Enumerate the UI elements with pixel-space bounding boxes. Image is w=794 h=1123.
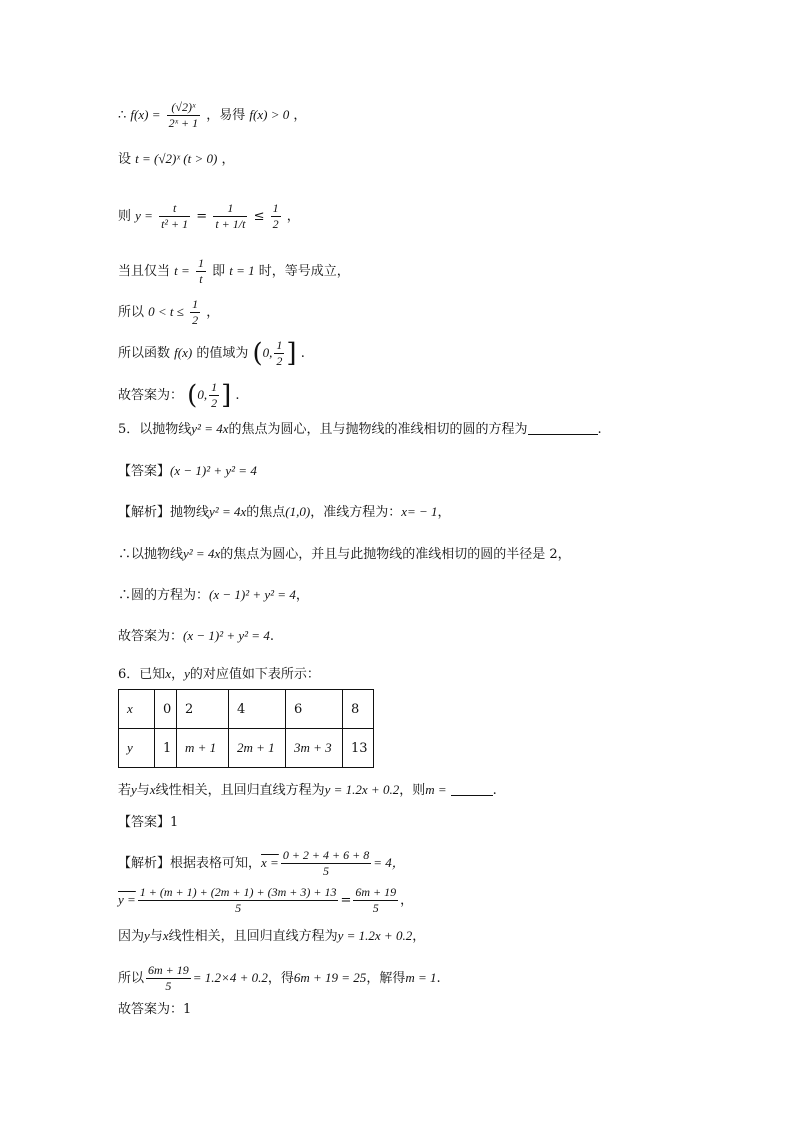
answer-blank [528,422,598,435]
fraction-denominator: t [199,272,203,286]
text: . [597,422,602,437]
text: 抛物线 [170,505,210,520]
text: 时，等号成立， [258,264,350,279]
math-expression: = 1.2×4 + 0.2 [192,970,268,985]
fraction-numerator: 1 [276,338,283,352]
text: 的值域为 [196,346,249,361]
fraction-denominator: t² + 1 [161,217,189,231]
question-number-text: 5．以抛物线 [118,422,192,437]
fraction [159,201,190,232]
fraction-denominator: 2 [272,217,279,231]
text: ∴以抛物线 [118,547,184,562]
text: 与 [149,929,163,944]
fraction-denominator: 5 [165,979,172,993]
fraction-denominator: 2 [276,354,283,368]
fraction-numerator: 6m + 19 [355,885,397,899]
table-cell: 2 [177,690,229,729]
fraction-numerator: 6m + 19 [148,963,189,977]
fraction-numerator: (√2)ˣ [167,100,200,116]
right-bracket: ] [286,338,297,369]
table-cell: 3m + 3 [286,729,343,768]
analysis-label: 【解析】 [118,856,171,871]
fraction [353,885,398,916]
text: ， [400,893,414,908]
math-expression: m = [425,782,447,797]
q6-analysis-2 [118,885,413,916]
q5-answer [118,462,257,481]
math-variable: y [131,782,137,797]
text: 的焦点为圆心，并且与此抛物线的准线相切的圆的半径是 2， [220,547,571,562]
text: 因为 [118,929,145,944]
text: ∴圆的方程为： [118,588,210,603]
text: 若 [118,783,132,798]
text: 所以函数 [118,346,171,361]
text: 设 [118,152,132,167]
text: 当且仅当 [118,264,171,279]
math-expression: f(x) > 0 [249,107,290,122]
text: = [340,893,352,908]
q6-analysis-5 [118,1001,191,1019]
text: ，则 [399,783,426,798]
q6-analysis-1 [118,848,405,879]
table-cell: 0 [155,690,177,729]
text: ， [437,505,451,520]
table-cell: 1 [155,729,177,768]
math-variable: y [184,666,190,681]
q5-stem [118,420,602,439]
fraction-numerator: 1 [211,380,218,394]
fraction [209,380,219,411]
math-expression: (1,0) [285,504,311,519]
math-expression: m = 1 [405,970,437,985]
text: ，易得 [206,108,246,123]
math-variable: x [162,928,169,943]
mean-x: x = [261,855,279,870]
fraction-numerator: 1 + (m + 1) + (2m + 1) + (3m + 3) + 13 [139,885,337,899]
answer-label: 【答案】 [118,815,171,830]
text: 即 [212,264,226,279]
math-variable: x [165,666,172,681]
fraction-numerator: t [159,201,190,217]
text: = [196,209,208,224]
math-expression: y = 1.2x + 0.2 [324,782,400,797]
left-parenthesis: ( [187,380,198,411]
text: ，准线方程为： [310,505,402,520]
analysis-label: 【解析】 [118,505,171,520]
math-expression: x= − 1 [401,504,438,519]
text: . [235,388,240,403]
table-cell: 13 [343,729,374,768]
q6-analysis-3 [118,927,425,946]
therefore-symbol: ∴ [118,108,127,123]
fraction-denominator: 5 [372,901,379,915]
math-expression: y² = 4x [183,546,221,561]
math-expression: t = (√2)ˣ (t > 0) [135,151,218,166]
fraction-numerator: 1 [192,297,199,311]
text: 根据表格可知， [170,856,262,871]
solution-line-3 [118,201,300,232]
q6-stem [118,665,320,684]
table-row [119,690,374,729]
question-number-text: 6．已知 [118,667,166,682]
solution-line-2 [118,150,234,169]
solution-line-4 [118,256,350,287]
text: 的焦点 [246,505,286,520]
table-cell: 4 [229,690,286,729]
table-cell: y [119,729,155,768]
answer-blank [451,783,493,796]
text: . [436,971,441,986]
right-bracket: ] [221,380,232,411]
table-cell: 6 [286,690,343,729]
text: ≤ [253,209,265,224]
mean-y: y = [118,892,136,907]
q6-analysis-4 [118,963,441,994]
fraction-denominator: 5 [235,901,242,915]
math-variable: x [149,782,156,797]
text: ， [412,929,426,944]
text: ， [293,108,307,123]
math-expression: y = 1.2x + 0.2 [337,928,413,943]
text: 线性相关，且回归直线方程为 [155,783,325,798]
math-variable: y [144,928,150,943]
text: ，解得 [366,971,406,986]
q5-analysis-3 [118,586,309,605]
q6-condition [118,781,497,800]
fraction [167,100,200,131]
table-cell: m + 1 [177,729,229,768]
text: 与 [136,783,150,798]
text: . [492,783,497,798]
fraction-denominator: 2 [211,396,218,410]
fraction-numerator: 1 [213,201,247,217]
table-row [119,729,374,768]
math-expression: 6m + 19 = 25 [293,970,367,985]
math-expression: (x − 1)² + y² = 4 [183,628,270,643]
math-expression: f(x) [174,345,193,360]
fraction [146,963,191,994]
math-expression: 0, [262,345,273,360]
fraction [271,201,281,232]
fraction-numerator: 1 [197,256,204,270]
text: 则 [118,209,132,224]
text: 线性相关，且回归直线方程为 [168,929,338,944]
solution-line-7 [118,380,240,411]
xy-value-table [118,689,374,768]
text: ， [295,588,309,603]
text: 故答案为： [118,388,184,403]
text: . [300,346,305,361]
table-cell: 2m + 1 [229,729,286,768]
fraction-numerator: 0 + 2 + 4 + 6 + 8 [282,848,370,862]
math-expression: t = [174,263,190,278]
answer-value: 1 [170,815,179,830]
math-expression: y² = 4x [209,504,247,519]
math-expression: y = [135,208,153,223]
text: ， [206,305,220,320]
solution-line-5 [118,297,219,328]
fraction-numerator: 1 [272,201,279,215]
left-parenthesis: ( [252,338,263,369]
fraction-denominator: 5 [323,864,330,878]
text: 故答案为： [118,629,184,644]
fraction [196,256,206,287]
math-expression: 0, [197,387,208,402]
fraction [274,338,284,369]
math-expression: f(x) = [130,107,161,122]
fraction [281,848,371,879]
solution-line-1 [118,100,306,131]
math-expression: t = 1 [229,263,255,278]
fraction [138,885,339,916]
text: ，得 [267,971,294,986]
table-cell: x [119,690,155,729]
text: . [269,629,274,644]
q6-answer [118,814,178,832]
text: ， [286,209,300,224]
math-expression: y² = 4x [191,421,229,436]
fraction [213,201,247,232]
text: ， [221,152,235,167]
answer-value: (x − 1)² + y² = 4 [170,463,257,478]
math-expression: (x − 1)² + y² = 4 [209,587,296,602]
text: 所以 [118,971,145,986]
solution-line-6 [118,338,305,369]
q5-analysis-1 [118,503,451,522]
text: 所以 [118,305,145,320]
text: 的对应值如下表所示： [189,667,320,682]
fraction-denominator: 2 [192,313,199,327]
text: ， [171,667,185,682]
math-expression: = 4， [373,855,405,870]
table-cell: 8 [343,690,374,729]
text: 故答案为：1 [118,1002,192,1017]
math-expression: 0 < t ≤ [148,304,184,319]
fraction-denominator: t + 1/t [215,217,246,231]
q5-analysis-4 [118,627,274,646]
text: 的焦点为圆心，且与抛物线的准线相切的圆的方程为 [228,422,528,437]
fraction-denominator: 2ˣ + 1 [168,116,199,130]
q5-analysis-2 [118,545,571,564]
fraction [190,297,200,328]
answer-label: 【答案】 [118,464,171,479]
